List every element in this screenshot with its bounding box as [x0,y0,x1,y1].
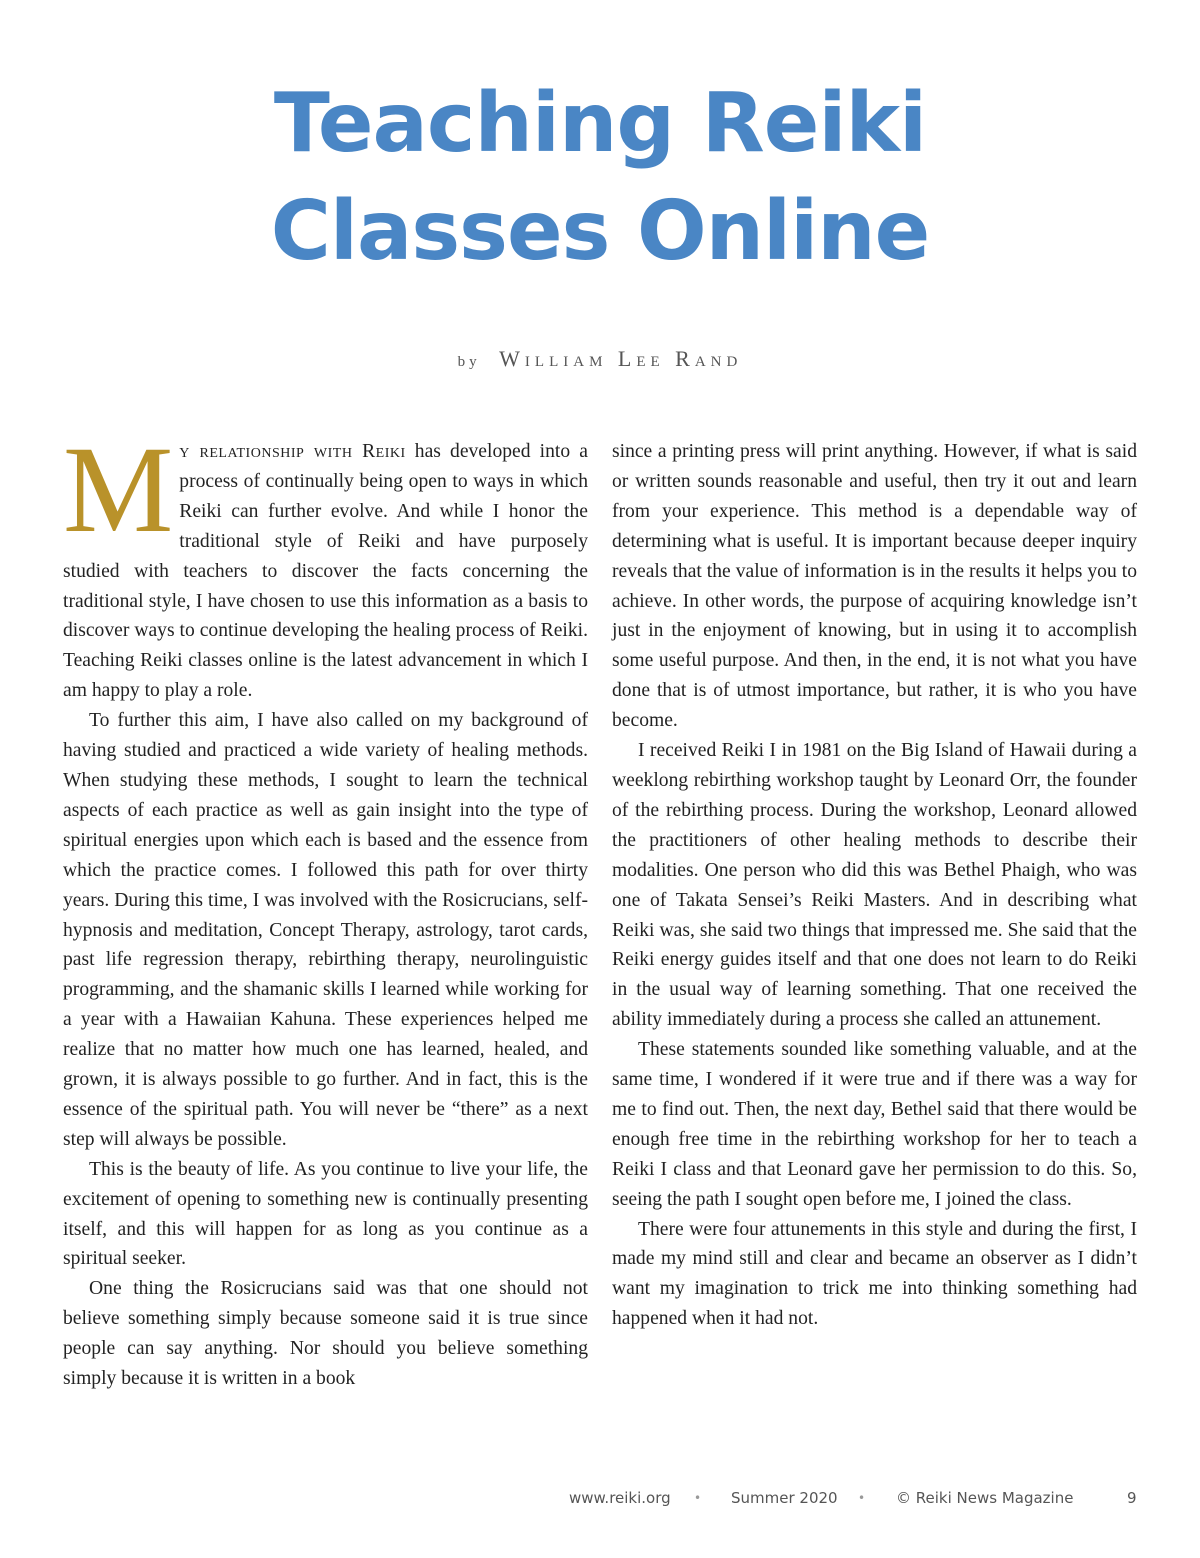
paragraph-7: There were four attunements in this style and during the first, I made my mind still and clear and became an observer as I didn’t want my imagination to trick me into thinking something had happened when it had not. [612,1218,1137,1330]
title-line-2: Classes Online [270,184,930,279]
author-name: William Lee Rand [499,346,743,371]
paragraph-2: To further this aim, I have also called on my background of having studied and practiced a wide variety of healing methods. When studying these methods, I sought to learn the technical aspects of each practice as well as gain insight into the type of spiritual energies upon which each is based and the essence from which the practice comes. I followed this path for over thirty years. During this time, I was involved with the Rosicrucians, self-hypnosis and meditation, Concept Therapy, astrology, tarot cards, past life regression therapy, rebirthing therapy, neurolinguistic programming, and the shamanic skills I learned while working for a year with a Hawaiian Kahuna. These experiences helped me realize that no matter how much one has learned, healed, and grown, it is always possible to go further. And in fact, this is the essence of the spiritual path. You will never be “there” as a next step will always be possible. [63,710,588,1150]
footer-separator-1: • [694,1491,702,1505]
page-footer [0,1489,1200,1513]
paragraph-5: I received Reiki I in 1981 on the Big Island of Hawaii during a weeklong rebirthing workshop taught by Leonard Orr, the founder of the rebirthing process. During the workshop, Leonard allowed the practitioners of other healing methods to describe their modalities. One person who did this was Bethel Phaigh, who was one of Takata Sensei’s Reiki Masters. And in describing what Reiki was, she said two things that impressed me. She said that the Reiki energy guides itself and that one does not learn to do Reiki in the usual way of learning something. That one received the ability immediately during a process she called an attunement. [612,740,1137,1031]
paragraph-4-continued: since a printing press will print anything. However, if what is said or written sounds reasonable and useful, then try it out and learn from your experience. This method is a dependable way of determining what is useful. It is important because deeper inquiry reveals that the value of information is in the results it helps you to achieve. In other words, the purpose of acquiring knowledge isn’t just in the enjoyment of knowing, but in using it to accomplish some useful purpose. And then, in the end, it is not what you have done that is of utmost importance, but rather, it is who you have become. [612,441,1137,732]
byline [0,346,1200,372]
paragraph-1-text: has developed into a process of continually being open to ways in which Reiki can further evolve. And while I honor the traditional style of Reiki and have purposely studied with teachers to discover the facts concerning the traditional style, I have chosen to use this information as a basis to discover ways to continue developing the healing process of Reiki. Teaching Reiki classes online is the latest advancement in which I am happy to play a role. [63,441,588,702]
title-line-1: Teaching Reiki [273,76,927,171]
byline-prefix: by [457,354,481,370]
left-column [63,421,588,1394]
paragraph-1 [63,421,588,706]
footer-separator-2: • [858,1491,866,1505]
paragraph-6: These statements sounded like something valuable, and at the same time, I wondered if it were true and if there was a way for me to find out. Then, the next day, Bethel said that there would be enough free time in the rebirthing workshop for her to teach a Reiki I class and that Leonard gave her permission to do this. So, seeing the path I sought open before me, I joined the class. [612,1039,1137,1210]
footer-issue: Summer 2020 [731,1489,838,1507]
drop-cap: M [63,421,174,558]
paragraph-3: This is the beauty of life. As you continue to live your life, the excitement of opening to something new is continually presenting itself, and this will happen for as long as you continue as a spiritual seeker. [63,1158,588,1270]
paragraph-4: One thing the Rosicrucians said was that one should not believe something simply because someone said it is true since people can say anything. Nor should you believe something simply because it is written in a book [63,1278,588,1390]
right-column [612,437,1137,1334]
footer-website-link[interactable]: www.reiki.org [569,1489,671,1507]
page-number: 9 [1127,1489,1137,1507]
footer-copyright: © Reiki News Magazine [896,1489,1074,1507]
lead-in: y relationship with Reiki [179,441,406,462]
article-title [0,70,1200,286]
